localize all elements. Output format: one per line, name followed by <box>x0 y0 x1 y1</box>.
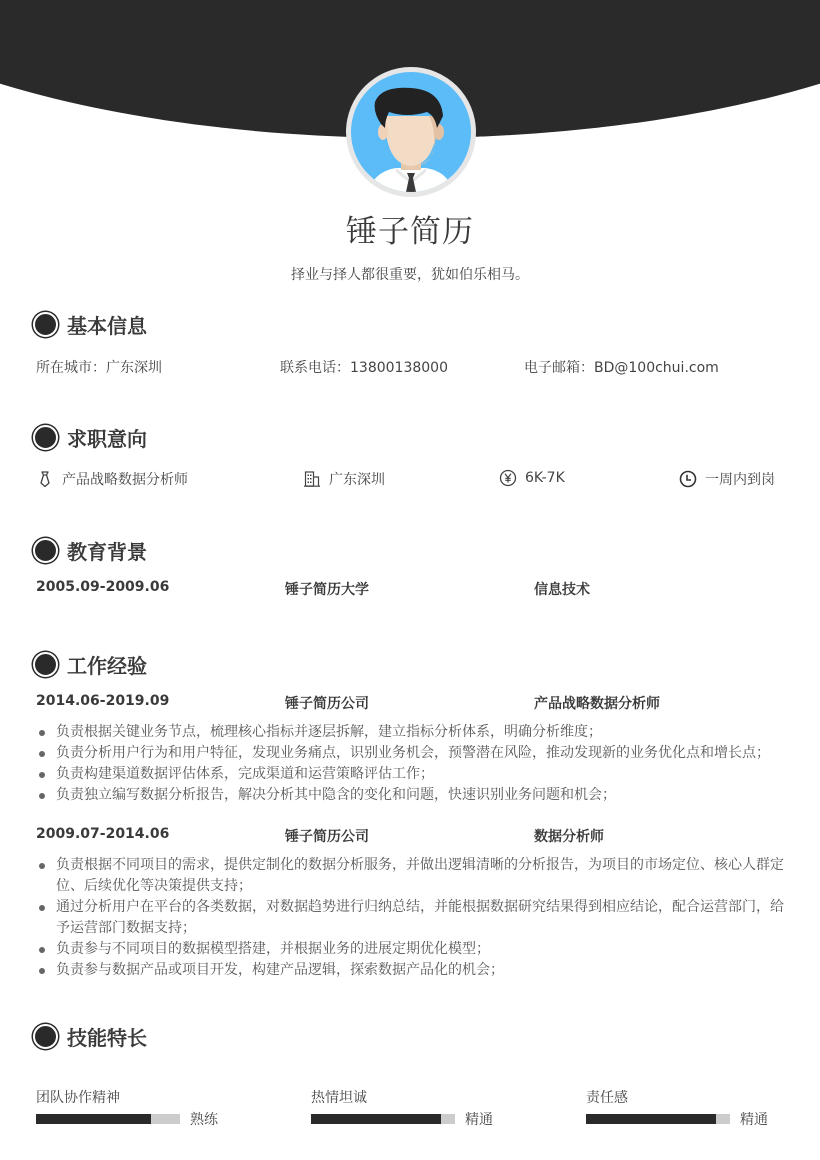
work-duties-1 <box>36 722 796 806</box>
intent-position <box>36 469 188 489</box>
skill-bar <box>311 1114 455 1124</box>
skill-item <box>311 1087 561 1129</box>
section-title: 教育背景 <box>67 539 147 564</box>
skill-level: 熟练 <box>190 1112 218 1128</box>
section-bullet-icon <box>33 425 58 450</box>
skill-name: 团队协作精神 <box>36 1090 120 1106</box>
skill-item <box>36 1087 286 1129</box>
section-title: 求职意向 <box>67 426 147 451</box>
section-education <box>33 537 147 563</box>
duty-item: 负责构建渠道数据评估体系，完成渠道和运营策略评估工作； <box>36 764 796 785</box>
skill-bar-fill <box>311 1114 441 1124</box>
building-icon <box>303 470 321 488</box>
city-field: 所在城市：广东深圳 <box>36 360 162 376</box>
work-role: 数据分析师 <box>534 829 604 845</box>
avatar <box>346 67 476 197</box>
intent-availability <box>679 469 775 489</box>
intent-city <box>303 469 385 489</box>
resume-name: 锤子简历 <box>346 214 474 250</box>
work-period: 2009.07-2014.06 <box>36 826 170 842</box>
work-company: 锤子简历公司 <box>285 696 369 712</box>
phone-field: 联系电话：13800138000 <box>280 360 448 376</box>
skill-name: 责任感 <box>586 1090 628 1106</box>
skill-name: 热情坦诚 <box>311 1090 367 1106</box>
skill-bar-fill <box>586 1114 716 1124</box>
education-period: 2005.09-2009.06 <box>36 579 170 595</box>
tie-icon <box>36 470 54 488</box>
skill-level: 精通 <box>740 1112 768 1128</box>
intent-salary <box>499 469 565 487</box>
work-period: 2014.06-2019.09 <box>36 693 170 709</box>
section-bullet-icon <box>33 538 58 563</box>
duty-item: 负责独立编写数据分析报告，解决分析其中隐含的变化和问题，快速识别业务问题和机会； <box>36 785 796 806</box>
intent-salary-text: 6K-7K <box>525 470 565 486</box>
section-basic-info <box>33 311 147 337</box>
skill-item <box>586 1087 820 1129</box>
section-bullet-icon <box>33 1024 58 1049</box>
avatar-illustration-icon <box>351 72 471 192</box>
section-work-experience <box>33 651 147 677</box>
duty-item: 负责分析用户行为和用户特征，发现业务痛点，识别业务机会，预警潜在风险，推动发现新的业务优化点和增长点； <box>36 743 796 764</box>
education-school: 锤子简历大学 <box>285 582 369 598</box>
duty-item: 负责根据关键业务节点，梳理核心指标并逐层拆解，建立指标分析体系，明确分析维度； <box>36 722 796 743</box>
section-title: 基本信息 <box>67 313 147 338</box>
intent-position-text: 产品战略数据分析师 <box>62 472 188 488</box>
duty-item: 负责参与数据产品或项目开发，构建产品逻辑，探索数据产品化的机会； <box>36 960 796 981</box>
resume-motto: 择业与择人都很重要，犹如伯乐相马。 <box>291 267 529 283</box>
section-title: 工作经验 <box>67 653 147 678</box>
intent-availability-text: 一周内到岗 <box>705 472 775 488</box>
duty-item: 通过分析用户在平台的各类数据，对数据趋势进行归纳总结，并能根据数据研究结果得到相应结论，配合运营部门，给予运营部门数据支持； <box>36 897 796 939</box>
education-major: 信息技术 <box>534 582 590 598</box>
duty-item: 负责根据不同项目的需求，提供定制化的数据分析服务，并做出逻辑清晰的分析报告，为项目的市场定位、核心人群定位、后续优化等决策提供支持； <box>36 855 796 897</box>
skill-bar-fill <box>36 1114 151 1124</box>
section-title: 技能特长 <box>67 1025 147 1050</box>
skill-bar <box>36 1114 180 1124</box>
work-duties-2 <box>36 855 796 981</box>
work-role: 产品战略数据分析师 <box>534 696 660 712</box>
duty-item: 负责参与不同项目的数据模型搭建，并根据业务的进展定期优化模型； <box>36 939 796 960</box>
section-skills <box>33 1023 147 1049</box>
clock-icon <box>679 470 697 488</box>
yen-icon <box>499 469 517 487</box>
skill-bar <box>586 1114 730 1124</box>
section-bullet-icon <box>33 652 58 677</box>
email-field: 电子邮箱：BD@100chui.com <box>524 360 719 376</box>
section-job-intent <box>33 424 147 450</box>
skill-level: 精通 <box>465 1112 493 1128</box>
work-company: 锤子简历公司 <box>285 829 369 845</box>
intent-city-text: 广东深圳 <box>329 472 385 488</box>
section-bullet-icon <box>33 312 58 337</box>
